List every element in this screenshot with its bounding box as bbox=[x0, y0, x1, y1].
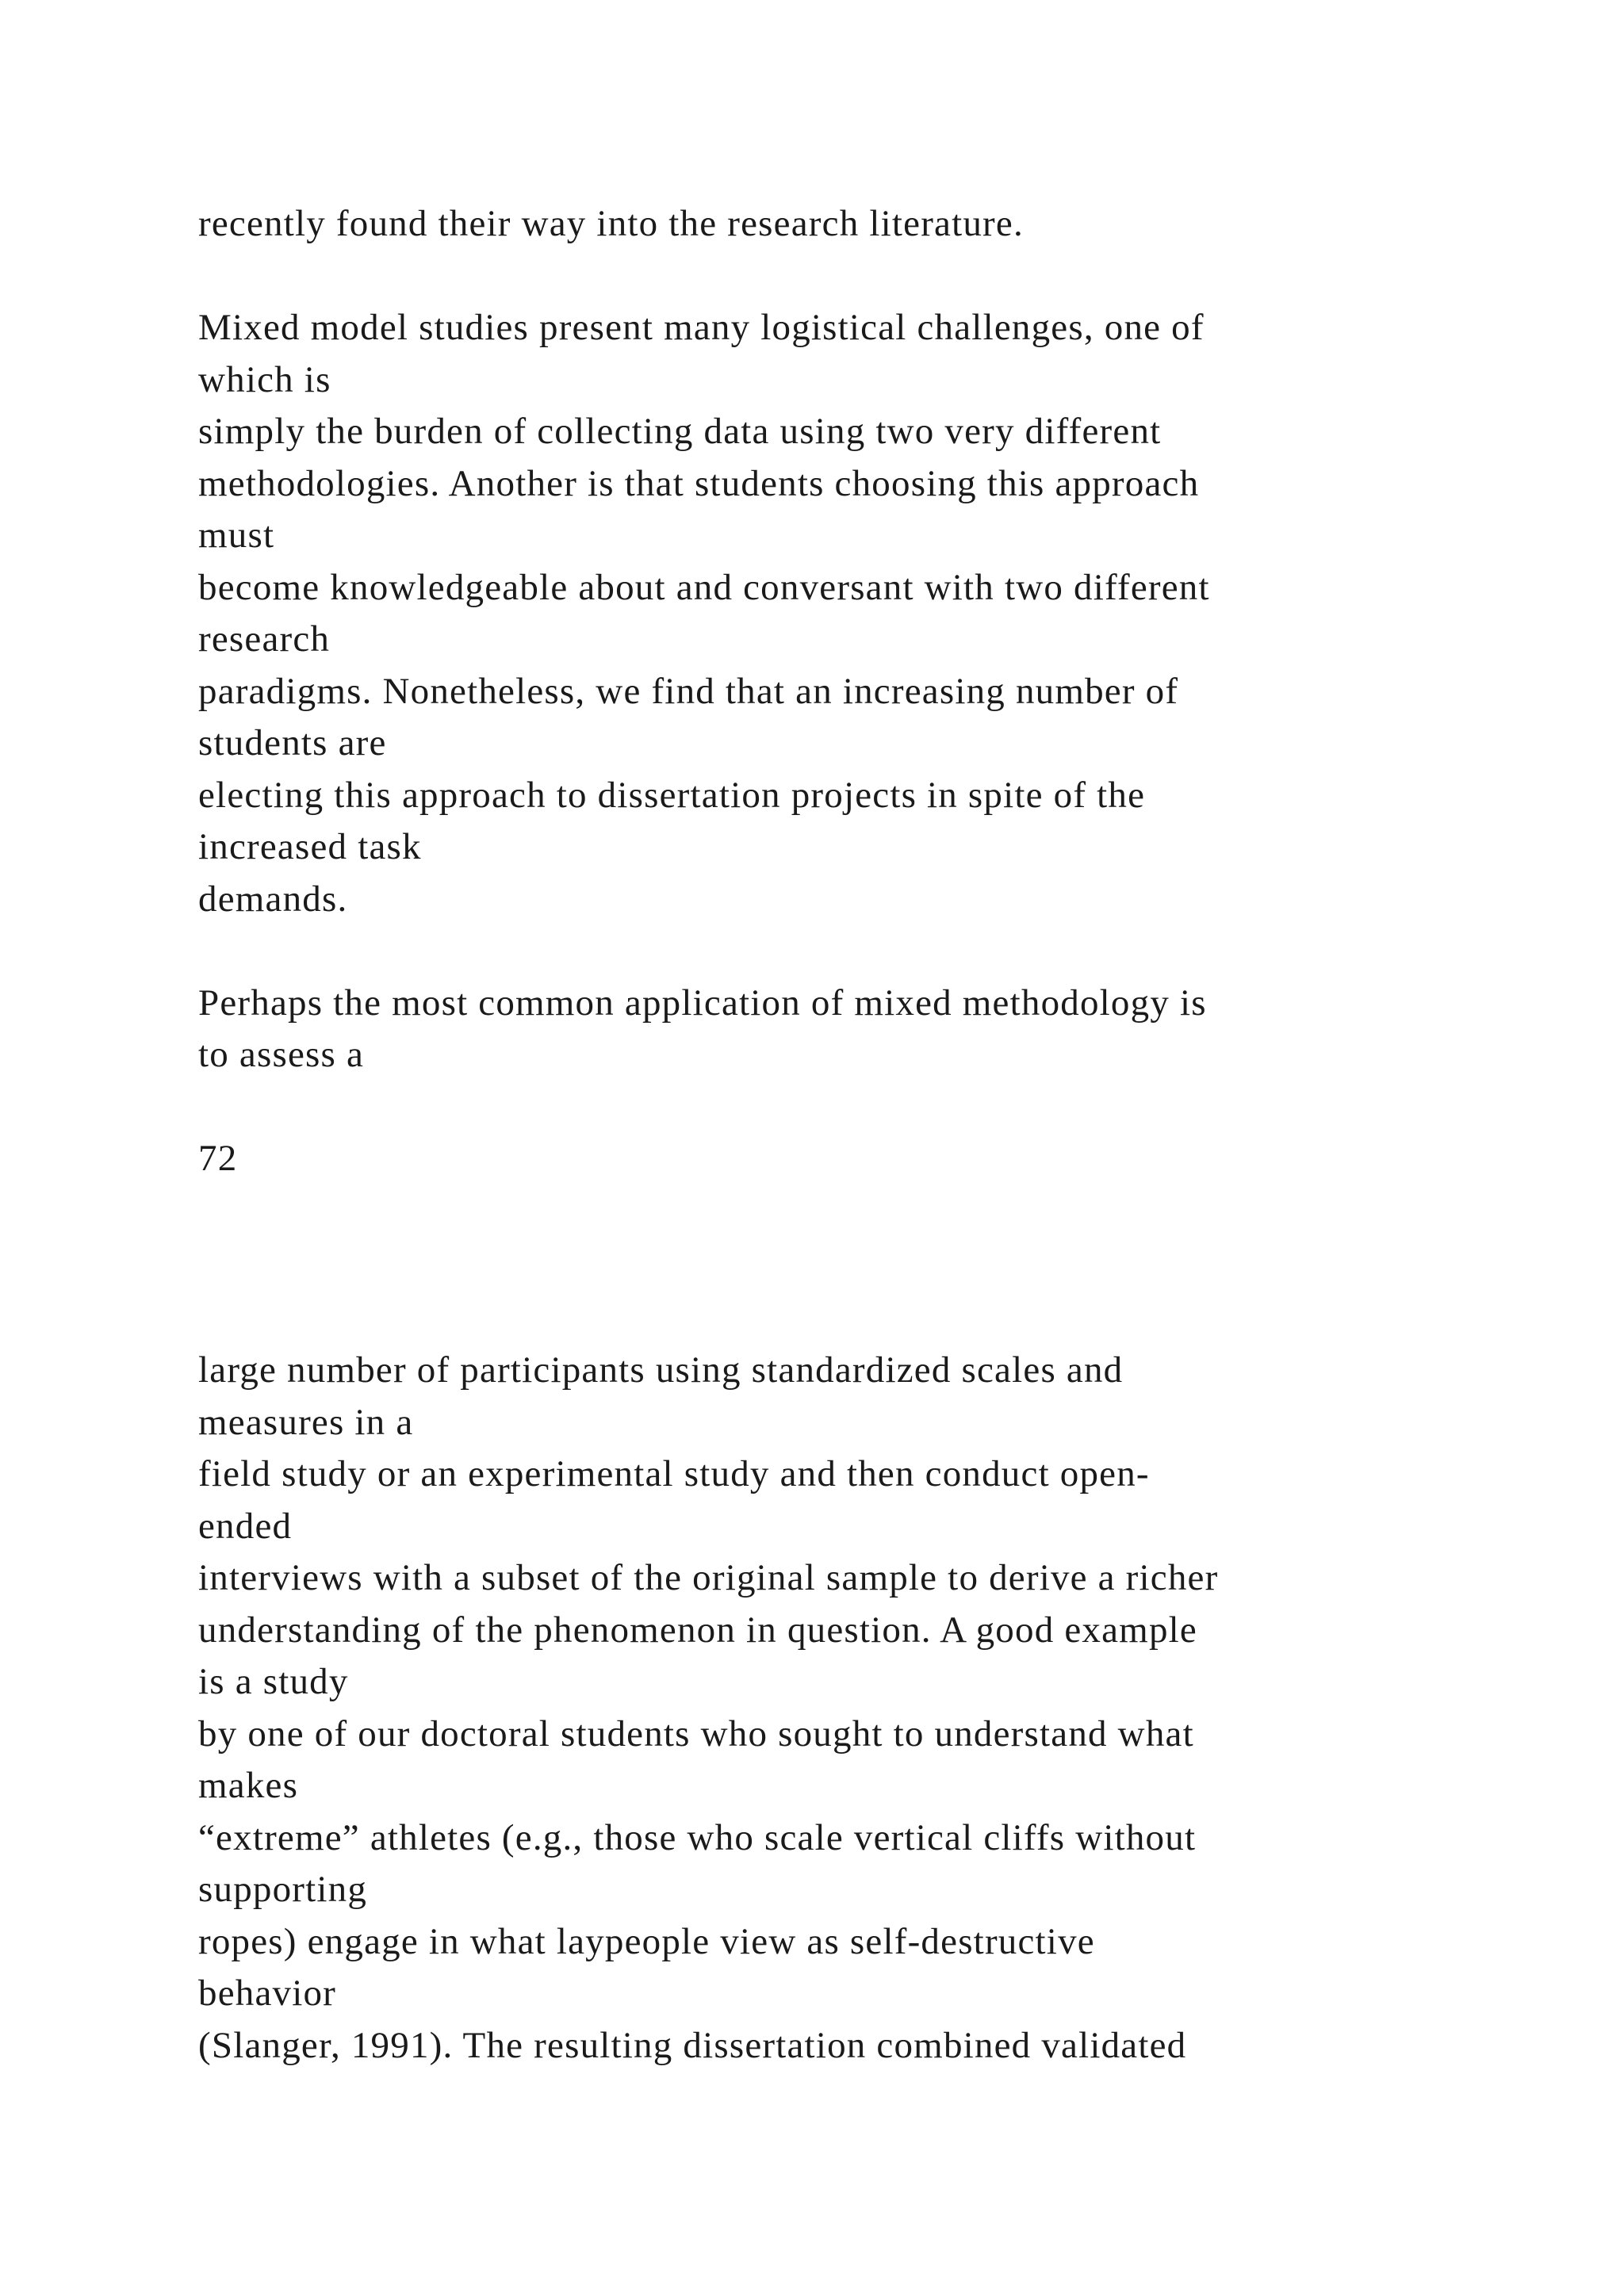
text-line: is a study bbox=[198, 1661, 349, 1702]
text-line: (Slanger, 1991). The resulting dissertation combined validated bbox=[198, 2024, 1187, 2066]
text-block-bottom bbox=[198, 1345, 1562, 2072]
text-line: interviews with a subset of the original sample to derive a richer bbox=[198, 1557, 1219, 1598]
text-line: large number of participants using standardized scales and bbox=[198, 1349, 1124, 1391]
text-line: to assess a bbox=[198, 1034, 365, 1075]
text-line: Mixed model studies present many logistical challenges, one of bbox=[198, 307, 1205, 348]
text-line: makes bbox=[198, 1765, 299, 1806]
text-line: understanding of the phenomenon in question. A good example bbox=[198, 1609, 1197, 1651]
text-line: behavior bbox=[198, 1973, 337, 2014]
text-line: which is bbox=[198, 358, 331, 400]
text-line: demands. bbox=[198, 878, 348, 920]
text-line: field study or an experimental study and then conduct open- bbox=[198, 1453, 1150, 1494]
text-line: methodologies. Another is that students choosing this approach bbox=[198, 462, 1200, 504]
text-line: students are bbox=[198, 722, 387, 763]
text-line: must bbox=[198, 515, 275, 556]
text-line: measures in a bbox=[198, 1401, 414, 1443]
text-line: ended bbox=[198, 1505, 293, 1547]
blank-line bbox=[198, 251, 1562, 303]
text-line: simply the burden of collecting data using two very different bbox=[198, 411, 1162, 452]
text-line: “extreme” athletes (e.g., those who scale vertical cliffs without bbox=[198, 1816, 1197, 1858]
text-line: recently found their way into the research literature. bbox=[198, 203, 1024, 244]
blank-line bbox=[198, 1081, 1562, 1134]
text-line: ropes) engage in what laypeople view as self-destructive bbox=[198, 1920, 1095, 1962]
text-line: research bbox=[198, 618, 331, 660]
text-line: supporting bbox=[198, 1869, 368, 1910]
text-line: increased task bbox=[198, 826, 422, 867]
text-line: paradigms. Nonetheless, we find that an increasing number of bbox=[198, 670, 1179, 712]
text-line: Perhaps the most common application of mixed methodology is bbox=[198, 982, 1207, 1024]
text-line: become knowledgeable about and conversant with two different bbox=[198, 566, 1210, 608]
page-number: 72 bbox=[198, 1138, 238, 1179]
text-block-top bbox=[198, 198, 1562, 1185]
text-line: by one of our doctoral students who sought to understand what bbox=[198, 1712, 1194, 1755]
blank-line bbox=[198, 925, 1562, 978]
text-line: electing this approach to dissertation projects in spite of the bbox=[198, 774, 1146, 816]
